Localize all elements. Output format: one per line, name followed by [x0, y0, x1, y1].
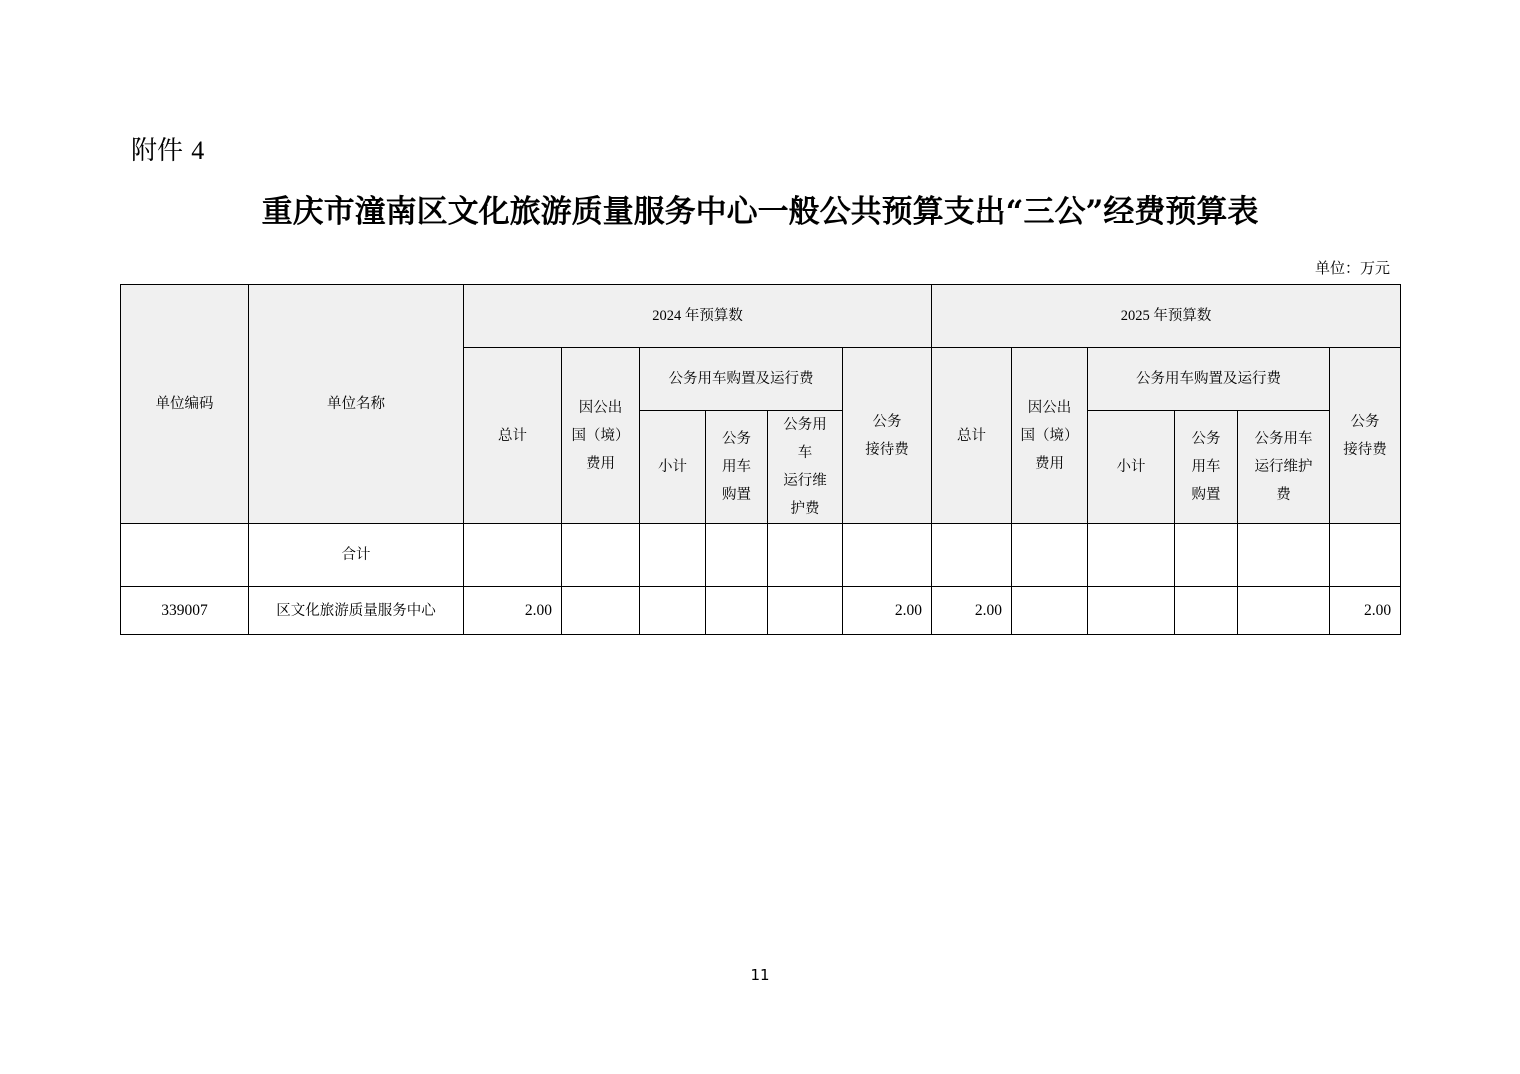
header-unit-code: 单位编码: [121, 285, 249, 524]
header-2024-reception: [843, 348, 932, 524]
attachment-label: [131, 134, 204, 168]
header-2024-vehicle-purchase-line-2: 用车: [722, 459, 751, 475]
total-2025-total: [932, 524, 1012, 587]
header-2025-vehicle-maint-line-3: 费: [1276, 487, 1291, 503]
header-2024-reception-line-2: 接待费: [865, 441, 909, 458]
header-2024-abroad-line-2: 国（境）: [571, 427, 630, 444]
header-2025-vehicle-purchase-line-1: 公务: [1191, 431, 1221, 447]
table-row: [121, 587, 1401, 635]
header-2025-abroad-line-3: 费用: [1035, 455, 1065, 472]
header-unit-name: 单位名称: [249, 285, 464, 524]
header-2025-reception-line-1: 公务: [1350, 413, 1380, 430]
total-2025-vehicle-maintenance: [1238, 524, 1330, 587]
total-2024-subtotal: [640, 524, 706, 587]
total-2025-vehicle-purchase: [1175, 524, 1238, 587]
row-2025-reception: 2.00: [1330, 587, 1401, 635]
row-2024-subtotal: [640, 587, 706, 635]
document-title: 重庆市潼南区文化旅游质量服务中心一般公共预算支出“三公”经费预算表: [261, 194, 1259, 230]
header-2024-abroad-line-1: 因公出: [578, 399, 623, 416]
header-2024-vehicle-maint-line-1: 公务用: [783, 417, 827, 433]
header-2024-vehicle-maint-line-4: 护费: [790, 501, 820, 517]
header-2025-vehicle-group: 公务用车购置及运行费: [1088, 348, 1330, 411]
total-2024-abroad: [562, 524, 640, 587]
total-row: [121, 524, 1401, 587]
total-2025-subtotal: [1088, 524, 1175, 587]
header-2025-vehicle-purchase: [1175, 411, 1238, 524]
row-2024-vehicle-purchase: [706, 587, 768, 635]
header-2024-vehicle-maint-line-3: 运行维: [783, 473, 827, 489]
header-2024-vehicle-group: 公务用车购置及运行费: [640, 348, 843, 411]
header-2024-total: 总计: [464, 348, 562, 524]
header-2024-abroad-line-3: 费用: [586, 455, 615, 472]
header-2024-vehicle-purchase-line-1: 公务: [722, 431, 751, 447]
header-2025-subtotal: 小计: [1088, 411, 1175, 524]
header-2024-abroad: [562, 348, 640, 524]
header-2025-abroad: [1012, 348, 1088, 524]
row-2025-total: 2.00: [932, 587, 1012, 635]
header-2024-vehicle-maintenance: [768, 411, 843, 524]
header-2024-reception-line-1: 公务: [872, 413, 902, 430]
header-2024-vehicle-purchase-line-3: 购置: [722, 487, 751, 503]
header-2025-total: 总计: [932, 348, 1012, 524]
row-2024-reception: 2.00: [843, 587, 932, 635]
total-2024-reception: [843, 524, 932, 587]
unit-note: 单位：万元: [1314, 259, 1390, 277]
header-2024-subtotal: 小计: [640, 411, 706, 524]
row-unit-code: 339007: [121, 587, 249, 635]
row-unit-name: 区文化旅游质量服务中心: [249, 587, 464, 635]
row-2024-abroad: [562, 587, 640, 635]
header-row-years: [121, 285, 1401, 348]
header-2025-vehicle-purchase-line-3: 购置: [1191, 487, 1221, 503]
header-2025-reception: [1330, 348, 1401, 524]
row-2025-subtotal: [1088, 587, 1175, 635]
header-2024-vehicle-maint-line-2: 车: [797, 445, 813, 461]
header-2024-vehicle-purchase: [706, 411, 768, 524]
total-2024-vehicle-maintenance: [768, 524, 843, 587]
header-2025-vehicle-purchase-line-2: 用车: [1191, 459, 1221, 475]
header-2024-budget: 2024 年预算数: [464, 285, 932, 348]
header-2025-abroad-line-1: 因公出: [1027, 399, 1072, 416]
total-2024-vehicle-purchase: [706, 524, 768, 587]
total-2025-abroad: [1012, 524, 1088, 587]
row-2025-vehicle-purchase: [1175, 587, 1238, 635]
row-2025-abroad: [1012, 587, 1088, 635]
header-2025-budget: 2025 年预算数: [932, 285, 1401, 348]
total-code-cell: [121, 524, 249, 587]
row-2024-total: 2.00: [464, 587, 562, 635]
total-label: 合计: [249, 524, 464, 587]
header-2025-reception-line-2: 接待费: [1343, 441, 1387, 458]
row-2025-vehicle-maintenance: [1238, 587, 1330, 635]
header-2025-abroad-line-2: 国（境）: [1020, 427, 1079, 444]
attachment-number: 4: [191, 136, 205, 165]
page-number: 11: [750, 966, 770, 984]
total-2025-reception: [1330, 524, 1401, 587]
attachment-text: 附件: [131, 136, 184, 166]
header-2025-vehicle-maintenance: [1238, 411, 1330, 524]
total-2024-total: [464, 524, 562, 587]
header-2025-vehicle-maint-line-2: 运行维护: [1254, 459, 1313, 475]
budget-table: [120, 284, 1401, 635]
header-2025-vehicle-maint-line-1: 公务用车: [1254, 431, 1313, 447]
row-2024-vehicle-maintenance: [768, 587, 843, 635]
